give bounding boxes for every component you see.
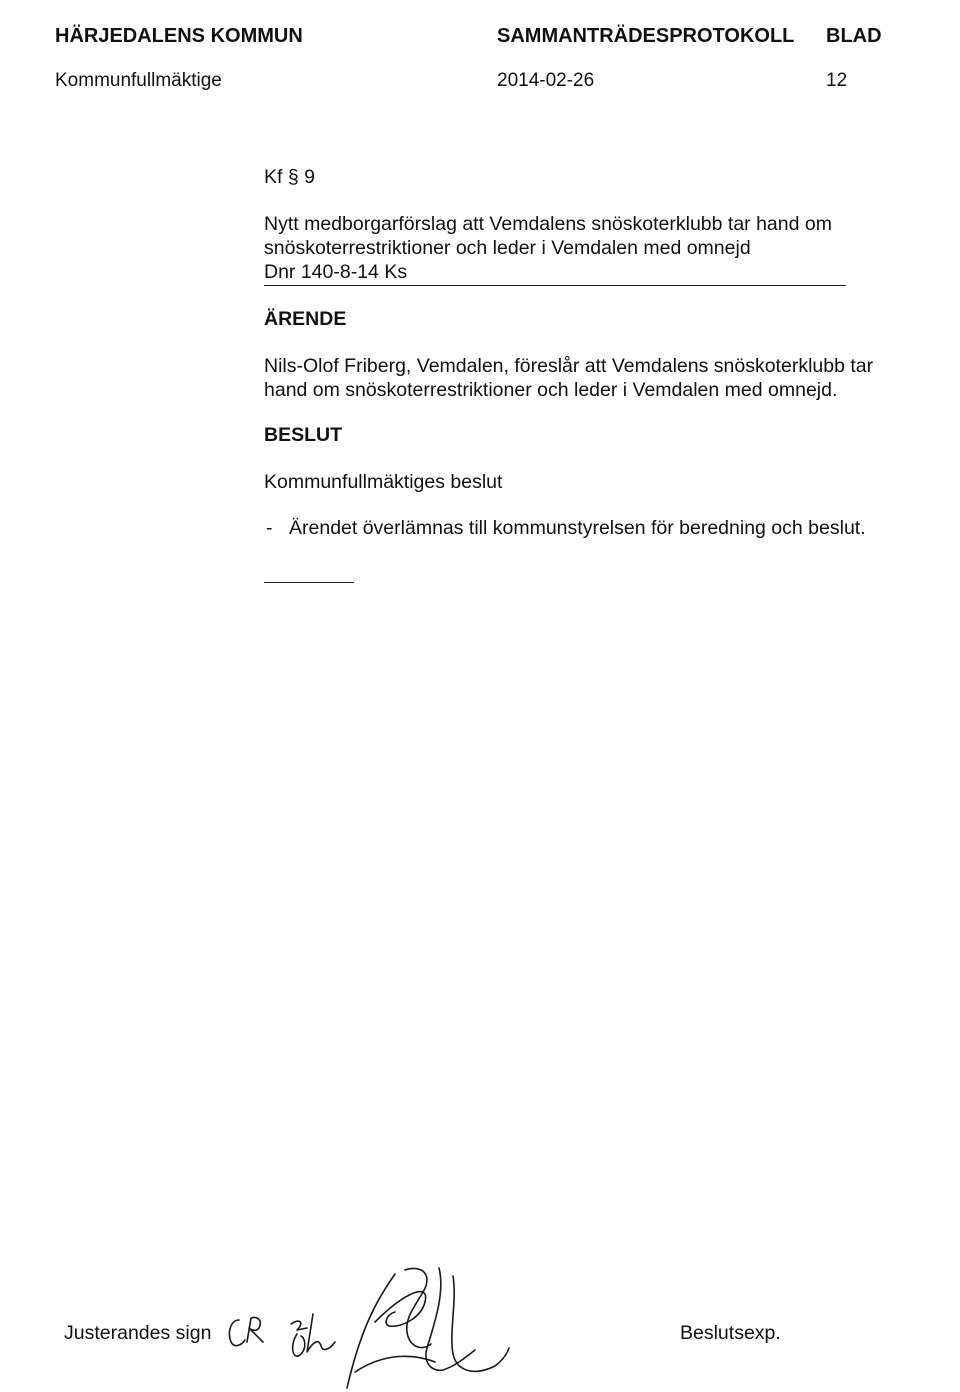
section-title-line2: snöskoterrestriktioner och leder i Vemdalen med omnejd [264, 237, 751, 259]
case-number: Dnr 140-8-14 Ks [264, 261, 408, 283]
beslut-bullet: - [266, 517, 273, 539]
justerandes-sign-label: Justerandes sign [64, 1322, 212, 1344]
beslutsexp-label: Beslutsexp. [680, 1322, 781, 1344]
arende-heading: ÄRENDE [264, 308, 347, 330]
beslut-subheading: Kommunfullmäktiges beslut [264, 471, 503, 493]
beslut-heading: BESLUT [264, 424, 342, 446]
signature-initials-1 [225, 1312, 275, 1352]
title-underline [264, 285, 846, 286]
section-title-line1: Nytt medborgarförslag att Vemdalens snöskoterklubb tar hand om [264, 213, 832, 235]
paragraph-number: Kf § 9 [264, 166, 315, 188]
arende-text-line2: hand om snöskoterrestriktioner och leder i Vemdalen med omnejd. [264, 379, 838, 401]
organization-name: HÄRJEDALENS KOMMUN [55, 25, 303, 47]
end-rule [264, 582, 354, 583]
document-type: SAMMANTRÄDESPROTOKOLL [497, 25, 795, 47]
meeting-date: 2014-02-26 [497, 70, 595, 91]
blad-label: BLAD [826, 25, 882, 47]
signature-main [335, 1262, 510, 1392]
beslut-item: Ärendet överlämnas till kommunstyrelsen för beredning och beslut. [289, 517, 866, 539]
assembly-name: Kommunfullmäktige [55, 70, 222, 91]
page-number: 12 [826, 70, 848, 91]
arende-text-line1: Nils-Olof Friberg, Vemdalen, föreslår att Vemdalens snöskoterklubb tar [264, 355, 874, 377]
